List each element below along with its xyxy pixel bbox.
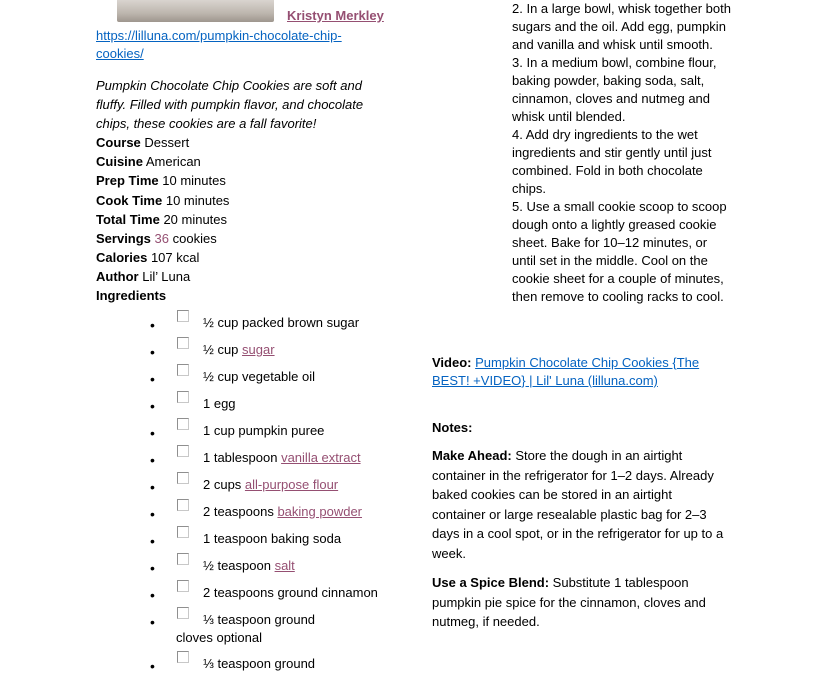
ingredient-link[interactable]: vanilla extract [281,450,361,465]
checkbox-icon[interactable] [177,580,189,592]
ingredient-text: 1 teaspoon baking soda [203,531,342,546]
note-text: Substitute 1 tablespoon pumpkin pie spice for the cinnamon, cloves and nutmeg, if needed. [432,575,706,629]
ingredient-text: ⅓ teaspoon ground [203,656,316,671]
ingredient-link[interactable]: all-purpose flour [244,477,339,492]
ingredient-text: 1 tablespoon [203,450,282,465]
instruction-step: 5. Use a small cookie scoop to scoop dough onto a lightly greased cookie sheet. Bake for 10–12 minutes, or until set in the middle. Cool on the cookie sheet for a couple of minutes, then remove to cooling racks to cool. [512,199,727,304]
bullet-icon: • [150,479,155,495]
list-item [150,389,410,416]
checkbox-icon[interactable] [177,472,189,484]
instruction-step: 2. In a large bowl, whisk together both sugars and the oil. Add egg, pumpkin and vanilla and whisk until smooth. [512,1,731,52]
bullet-icon: • [150,614,155,630]
ingredient-text: ½ teaspoon [203,558,275,573]
video-label: Video: [432,355,472,370]
list-item [150,335,410,362]
ingredient-link[interactable]: salt [274,558,295,573]
list-item [150,649,410,676]
meta-label: Course [96,135,141,150]
list-item [150,524,410,551]
note-make-ahead [432,446,727,563]
meta-value: Lil’ Luna [142,269,191,285]
meta-label: Author [96,269,139,285]
ingredient-text: 1 egg [203,396,236,411]
note-text: Store the dough in an airtight container in the refrigerator for 1–2 days. Already baked cookies can be stored in an airtight container or large resealable plastic bag for 2–3 days in a cool spot, or in the refrigerator for up to a week. [432,448,724,561]
recipe-url-line1[interactable]: https://lilluna.com/pumpkin-chocolate-chip- [96,28,342,43]
list-item [150,416,410,443]
checkbox-icon[interactable] [177,445,189,457]
meta-cook-time [96,191,396,210]
meta-author [96,267,396,286]
list-item [150,470,410,497]
recipe-intro: Pumpkin Chocolate Chip Cookies are soft and fluffy. Filled with pumpkin flavor, and chocolate chips, these cookies are a fall favorite! [96,78,364,131]
list-item [150,308,410,335]
checkbox-icon[interactable] [177,499,189,511]
meta-label: Servings [96,230,151,246]
recipe-meta [96,133,396,287]
checkbox-icon[interactable] [177,607,189,619]
bullet-icon: • [150,425,155,441]
ingredient-text-continued: cloves optional [176,630,262,645]
ingredient-link[interactable]: sugar [242,342,275,357]
author-link[interactable]: Kristyn Merkley [287,8,384,23]
list-item [150,551,410,578]
bullet-icon: • [150,317,155,333]
ingredient-text: 2 teaspoons [203,504,278,519]
ingredient-text: ½ cup packed brown sugar [203,315,360,330]
bullet-icon: • [150,560,155,576]
meta-label: Calories [96,250,148,266]
bullet-icon: • [150,506,155,522]
meta-value: 20 minutes [163,211,228,227]
checkbox-icon[interactable] [177,418,189,430]
list-item [150,578,410,605]
bullet-icon: • [150,371,155,387]
ingredient-text: ½ cup [203,342,243,357]
meta-label: Total Time [96,211,160,227]
notes-heading: Notes: [432,420,473,435]
note-label: Use a Spice Blend: [432,575,550,590]
list-item [150,497,410,524]
meta-value: 10 minutes [162,173,226,189]
ingredient-text: ½ cup vegetable oil [203,369,316,384]
meta-servings [96,229,396,248]
checkbox-icon[interactable] [177,391,189,403]
list-item [150,605,410,649]
ingredient-text: 2 teaspoons ground cinnamon [203,585,378,600]
recipe-url[interactable] [96,27,386,63]
ingredient-text: 2 cups [203,477,245,492]
note-spice-blend [432,573,727,632]
ingredients-list [150,308,410,676]
bullet-icon: • [150,533,155,549]
checkbox-icon[interactable] [177,337,189,349]
meta-value: cookies [172,230,217,246]
list-item [150,362,410,389]
video-line [432,354,722,390]
recipe-url-line2[interactable]: cookies/ [96,46,144,61]
checkbox-icon[interactable] [177,526,189,538]
checkbox-icon[interactable] [177,651,189,663]
bullet-icon: • [150,658,155,674]
recipe-photo [117,0,274,22]
meta-course [96,133,396,152]
meta-label: Cook Time [96,192,163,208]
servings-count[interactable]: 36 [154,230,170,246]
checkbox-icon[interactable] [177,553,189,565]
meta-prep-time [96,171,396,190]
ingredient-link[interactable]: baking powder [277,504,363,519]
bullet-icon: • [150,587,155,603]
bullet-icon: • [150,452,155,468]
meta-value: 107 kcal [150,250,200,266]
instruction-step: 3. In a medium bowl, combine flour, baking powder, baking soda, salt, cinnamon, cloves and nutmeg and whisk until blended. [512,55,717,124]
bullet-icon: • [150,398,155,414]
ingredient-text: 1 cup pumpkin puree [203,423,325,438]
meta-label: Prep Time [96,173,159,189]
meta-value: Dessert [144,135,190,150]
bullet-icon: • [150,344,155,360]
instruction-step: 4. Add dry ingredients to the wet ingredients and stir gently until just combined. Fold in both chocolate chips. [512,127,712,196]
meta-value: 10 minutes [165,192,230,208]
note-label: Make Ahead: [432,448,512,463]
checkbox-icon[interactable] [177,364,189,376]
meta-value: American [145,154,201,170]
instructions-list [512,0,732,306]
ingredients-heading: Ingredients [96,288,167,303]
meta-calories [96,248,396,267]
meta-total-time [96,210,396,229]
list-item [150,443,410,470]
ingredient-text: ⅓ teaspoon ground [203,612,316,627]
video-link[interactable]: Pumpkin Chocolate Chip Cookies {The BEST! +VIDEO} | Lil' Luna (lilluna.com) [432,355,700,388]
checkbox-icon[interactable] [177,310,189,322]
meta-label: Cuisine [96,154,143,170]
meta-cuisine [96,152,396,171]
